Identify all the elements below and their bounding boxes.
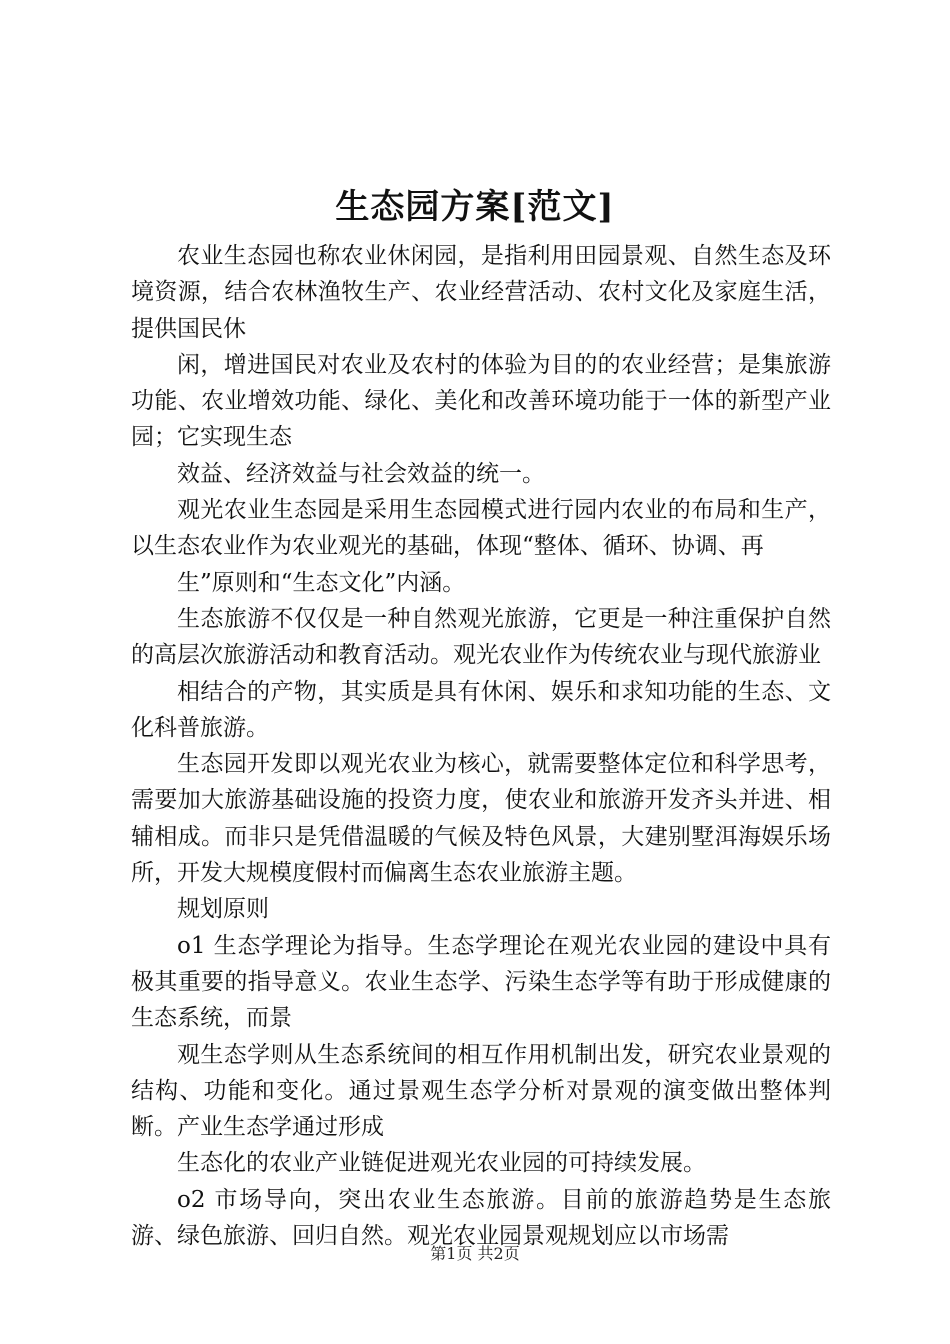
paragraph: 观光农业生态园是采用生态园模式进行园内农业的布局和生产，以生态农业作为农业观光的基础，体现“整体、循环、协调、再 bbox=[131, 497, 831, 560]
paragraph: o2 市场导向，突出农业生态旅游。目前的旅游趋势是生态旅游、绿色旅游、回归自然。观光农业园景观规划应以市场需 bbox=[131, 1186, 831, 1250]
paragraph: 生态化的农业产业链促进观光农业园的可持续发展。 bbox=[177, 1150, 706, 1177]
page-footer: 第1页 共2页 bbox=[430, 1244, 520, 1263]
document-body bbox=[131, 238, 831, 1254]
document-title: 生态园方案[范文] bbox=[335, 187, 615, 227]
paragraph: 生”原则和“生态文化”内涵。 bbox=[177, 569, 466, 596]
paragraph: 效益、经济效益与社会效益的统一。 bbox=[177, 460, 545, 487]
paragraph: o1 生态学理论为指导。生态学理论在观光农业园的建设中具有极其重要的指导意义。农业生态学、污染生态学等有助于形成健康的生态系统，而景 bbox=[131, 932, 831, 1032]
paragraph: 生态园开发即以观光农业为核心，就需要整体定位和科学思考，需要加大旅游基础设施的投资力度，使农业和旅游开发齐头并进、相辅相成。而非只是凭借温暖的气候及特色风景，大建别墅洱海娱乐场所，开发大规模度假村而偏离生态农业旅游主题。 bbox=[131, 751, 831, 887]
section-heading: 规划原则 bbox=[177, 896, 269, 923]
paragraph: 生态旅游不仅仅是一种自然观光旅游，它更是一种注重保护自然的高层次旅游活动和教育活动。观光农业作为传统农业与现代旅游业 bbox=[131, 605, 831, 669]
paragraph: 观生态学则从生态系统间的相互作用机制出发，研究农业景观的结构、功能和变化。通过景观生态学分析对景观的演变做出整体判断。产业生态学通过形成 bbox=[131, 1041, 831, 1141]
paragraph: 农业生态园也称农业休闲园，是指利用田园景观、自然生态及环境资源，结合农林渔牧生产、农业经营活动、农村文化及家庭生活，提供国民休 bbox=[131, 243, 831, 342]
paragraph: 相结合的产物，其实质是具有休闲、娱乐和求知功能的生态、文化科普旅游。 bbox=[131, 678, 831, 741]
paragraph: 闲，增进国民对农业及农村的体验为目的的农业经营；是集旅游功能、农业增效功能、绿化、美化和改善环境功能于一体的新型产业园；它实现生态 bbox=[131, 351, 831, 451]
